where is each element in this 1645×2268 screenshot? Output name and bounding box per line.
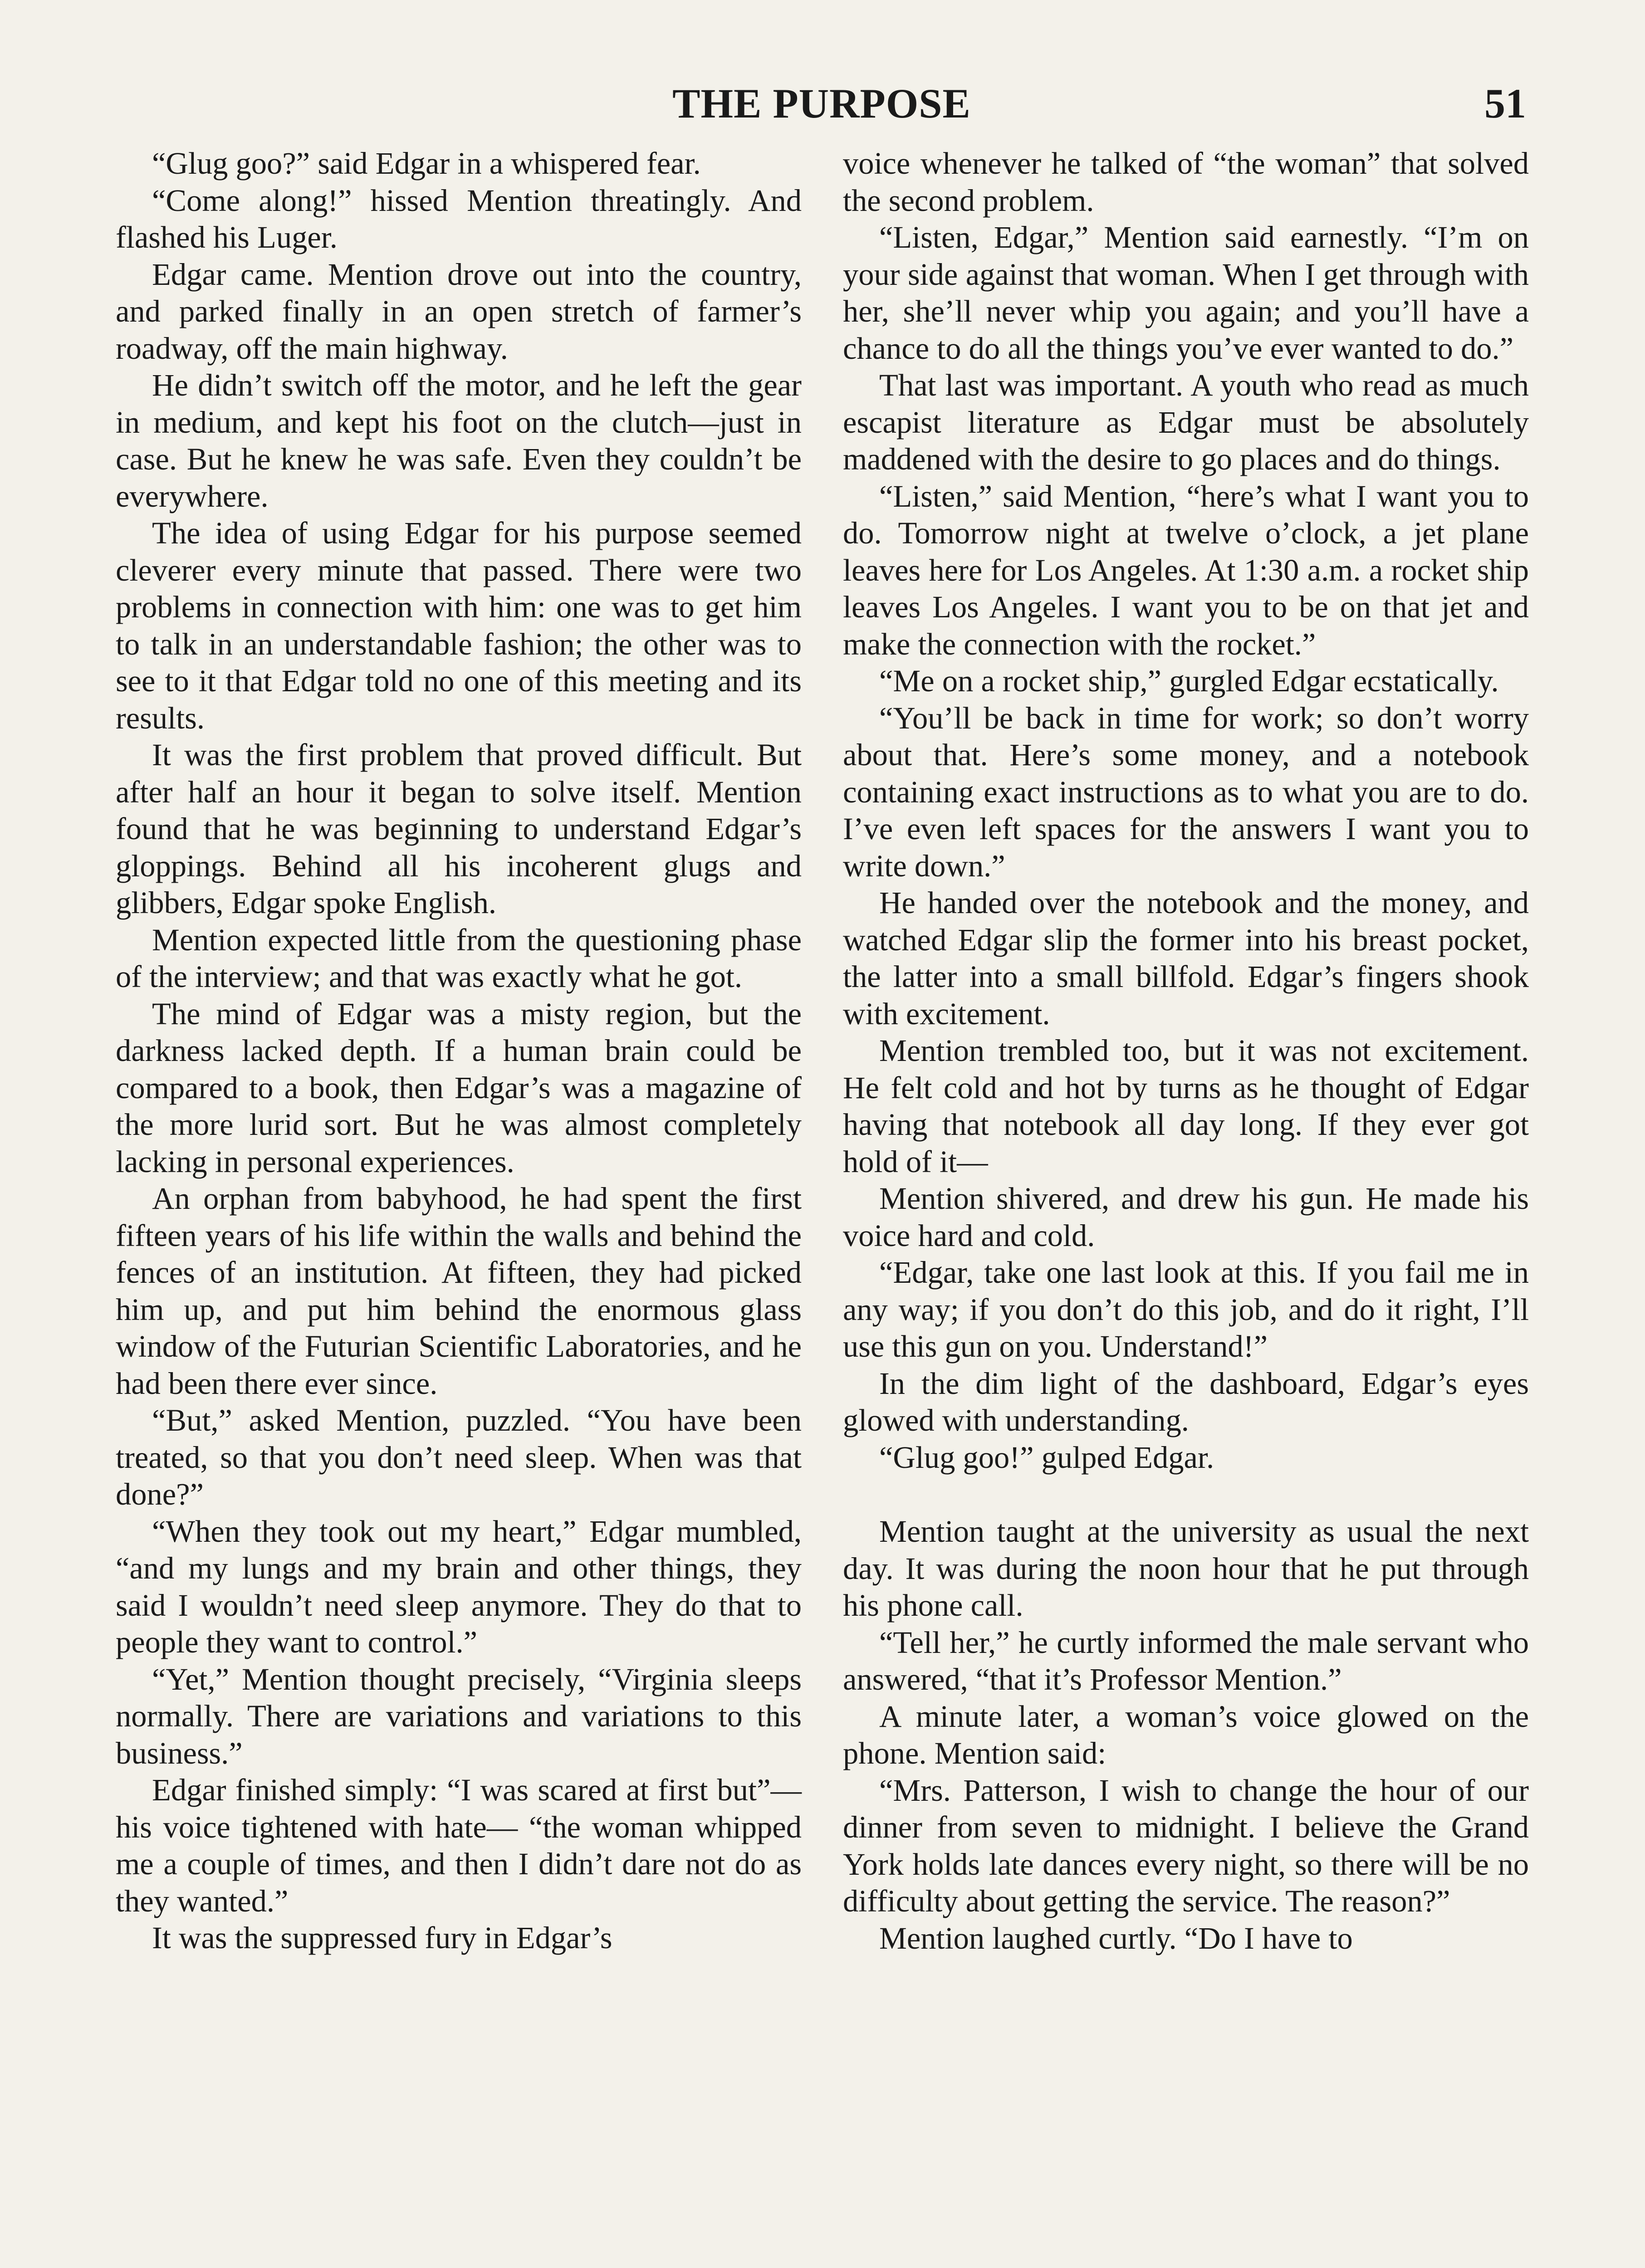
paragraph: “But,” asked Mention, puzzled. “You have been treated, so that you don’t need sleep. When was that done?” <box>116 1403 802 1511</box>
paragraph: “You’ll be back in time for work; so don’t worry about that. Here’s some money, and a notebook containing exact instructions as to what you are to do. I’ve even left spaces for the answers I want you to write down.” <box>843 700 1529 883</box>
paragraph: Mention expected little from the questioning phase of the interview; and that was exactly what he got. <box>116 922 802 994</box>
paragraph: “Yet,” Mention thought precisely, “Virginia sleeps normally. There are variations and variations to this business.” <box>116 1662 802 1770</box>
page-number: 51 <box>1484 80 1526 127</box>
paragraph: It was the first problem that proved difficult. But after half an hour it began to solve itself. Mention found that he was beginning to understand Edgar’s gloppings. Behind all his incoherent glugs and glibbers, Edgar spoke English. <box>116 738 802 920</box>
paragraph: He handed over the notebook and the money, and watched Edgar slip the former into his breast pocket, the latter into a small billfold. Edgar’s fingers shook with excitement. <box>843 885 1529 1031</box>
paragraph: Edgar finished simply: “I was scared at first but”—his voice tightened with hate— “the woman whipped me a couple of times, and then I didn’t dare not do as they wanted.” <box>116 1773 802 1918</box>
left-column <box>116 145 802 1957</box>
paragraph: In the dim light of the dashboard, Edgar’s eyes glowed with understanding. <box>843 1366 1529 1437</box>
paragraph: He didn’t switch off the motor, and he left the gear in medium, and kept his foot on the clutch—just in case. But he knew he was safe. Even they couldn’t be everywhere. <box>116 368 802 513</box>
paragraph: “When they took out my heart,” Edgar mumbled, “and my lungs and my brain and other things, they said I wouldn’t need sleep anymore. They do that to people they want to control.” <box>116 1514 802 1659</box>
paragraph-continuation: voice whenever he talked of “the woman” that solved the second problem. <box>843 146 1529 218</box>
page-header <box>117 79 1526 138</box>
paragraph: That last was important. A youth who read as much escapist literature as Edgar must be absolutely maddened with the desire to go places and do things. <box>843 368 1529 476</box>
paragraph: “Listen, Edgar,” Mention said earnestly. “I’m on your side against that woman. When I get through with her, she’ll never whip you again; and you’ll have a chance to do all the things you’ve ever wanted to do.” <box>843 220 1529 366</box>
paragraph: “Me on a rocket ship,” gurgled Edgar ecstatically. <box>879 664 1499 698</box>
paragraph: Edgar came. Mention drove out into the country, and parked finally in an open stretch of farmer’s roadway, off the main highway. <box>116 257 802 366</box>
paragraph: The mind of Edgar was a misty region, but the darkness lacked depth. If a human brain could be compared to a book, then Edgar’s was a magazine of the more lurid sort. But he was almost completely lacking in personal experiences. <box>116 996 802 1179</box>
paragraph: “Glug goo!” gulped Edgar. <box>879 1440 1214 1475</box>
paragraph: “Tell her,” he curtly informed the male servant who answered, “that it’s Professor Mention.” <box>843 1625 1529 1696</box>
paragraph: Mention trembled too, but it was not excitement. He felt cold and hot by turns as he thought of Edgar having that notebook all day long. If they ever got hold of it— <box>843 1033 1529 1179</box>
paragraph: “Come along!” hissed Mention threatingly. And flashed his Luger. <box>116 183 802 254</box>
paragraph: “Glug goo?” said Edgar in a whispered fear. <box>152 146 701 181</box>
paragraph: The idea of using Edgar for his purpose seemed cleverer every minute that passed. There were two problems in connection with him: one was to get him to talk in an understandable fashion; the other was to see to it that Edgar told no one of this meeting and its results. <box>116 516 802 735</box>
paragraph: A minute later, a woman’s voice glowed on the phone. Mention said: <box>843 1699 1529 1770</box>
paragraph: It was the suppressed fury in Edgar’s <box>152 1921 612 1955</box>
paragraph: “Listen,” said Mention, “here’s what I want you to do. Tomorrow night at twelve o’clock, a jet plane leaves here for Los Angeles. At 1:30 a.m. a rocket ship leaves Los Angeles. I want you to be on that jet and make the connection with the rocket.” <box>843 479 1529 661</box>
paragraph: Mention laughed curtly. “Do I have to <box>879 1921 1353 1955</box>
paragraph: “Mrs. Patterson, I wish to change the hour of our dinner from seven to midnight. I believe the Grand York holds late dances every night, so there will be no difficulty about getting the service. The reason?” <box>843 1773 1529 1918</box>
paragraph: “Edgar, take one last look at this. If you fail me in any way; if you don’t do this job, and do it right, I’ll use this gun on you. Understand!” <box>843 1255 1529 1364</box>
right-column <box>843 145 1529 1957</box>
paragraph: Mention taught at the university as usual the next day. It was during the noon hour that he put through his phone call. <box>843 1514 1529 1623</box>
running-title: THE PURPOSE <box>672 80 971 127</box>
paragraph: Mention shivered, and drew his gun. He made his voice hard and cold. <box>843 1181 1529 1253</box>
paragraph: An orphan from babyhood, he had spent the first fifteen years of his life within the walls and behind the fences of an institution. At fifteen, they had picked him up, and put him behind the enormous glass window of the Futurian Scientific Laboratories, and he had been there ever since. <box>116 1181 802 1401</box>
